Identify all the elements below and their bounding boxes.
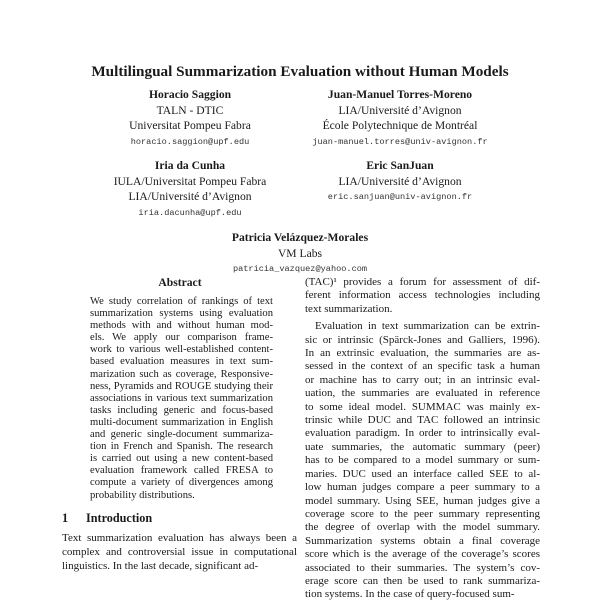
author-name: Juan-Manuel Torres-Moreno [327, 88, 473, 101]
author-affiliation: IULA/Universitat Pompeu Fabra [113, 174, 267, 188]
author-affiliation: LIA/Université d’Avignon [338, 174, 462, 188]
author-name: Iria da Cunha [154, 159, 226, 172]
text-line: associations in various text summarization [90, 392, 273, 404]
author-block-sanjuan [280, 158, 520, 205]
author-name: Horacio Saggion [148, 88, 232, 101]
text-line: erage score can then be used to rank summariza- [305, 574, 540, 587]
author-affiliation: TALN - DTIC [156, 103, 224, 117]
text-line: compute a variety of divergences among [90, 477, 273, 489]
paper-title: Multilingual Summarization Evaluation without Human Models [91, 63, 509, 80]
text-line: has to be compared to a model summary or sum- [305, 454, 540, 467]
text-line: and generic single-document summariza- [90, 429, 273, 441]
abstract-body [90, 296, 273, 502]
text-line: sessed in the context of an specific task a human [305, 360, 540, 373]
text-line: tion in French and Spanish. The research [90, 441, 273, 453]
text-line: (TAC)¹ provides a forum for assessment of dif- [305, 276, 540, 288]
text-line: low human judges compare a peer summary to a [305, 481, 540, 494]
text-line: complex and controversial issue in computational [62, 546, 297, 558]
text-line: tasks including generic and focus-based [90, 404, 273, 416]
author-affiliation: Universitat Pompeu Fabra [129, 119, 251, 133]
author-affiliation: École Polytechnique de Montréal [322, 119, 478, 133]
author-block-velazquez-morales [150, 230, 450, 277]
text-line: linguistics. In the last decade, significant ad- [62, 560, 259, 572]
author-email[interactable]: juan-manuel.torres@univ-avignon.fr [312, 137, 488, 148]
text-line: uate summaries, the automatic summary (peer) [305, 440, 540, 453]
text-line: work to various well-established content- [90, 344, 273, 356]
text-line: is carried out using a new content-based [90, 453, 273, 465]
text-line: or machine has to carry out; in an intrinsic eval- [305, 373, 540, 386]
author-name: Patricia Velázquez-Morales [231, 231, 369, 244]
text-line: based evaluation measures in text sum- [90, 356, 273, 368]
author-email[interactable]: patricia_vazquez@yahoo.com [232, 264, 368, 275]
text-line: to some ideal model. SUMMAC was mainly ex- [305, 400, 540, 413]
text-line: the degree of overlap with the model summary. [305, 521, 540, 534]
section-number: 1 [62, 511, 69, 525]
text-line: ness, Pyramids and ROUGE studying their [90, 380, 273, 392]
text-line: marization such as coverage, Responsive- [90, 368, 273, 380]
text-line: coverage score to the peer summary representing [305, 507, 540, 520]
text-line: uation, the summaries are evaluated in reference [305, 387, 540, 400]
text-line: text summarization. [305, 302, 393, 315]
abstract-heading: Abstract [158, 276, 202, 289]
author-block-torres-moreno [280, 87, 520, 150]
text-line: els. We apply our comparison frame- [90, 332, 273, 344]
author-block-da-cunha [80, 158, 300, 221]
text-line: trinsic while DUC and TAC followed an intrinsic [305, 414, 540, 427]
text-line: methods with and without human mod- [90, 320, 273, 332]
author-block-saggion [80, 87, 300, 150]
text-line: model summary. Using SEE, human judges give a [305, 494, 540, 507]
introduction-body [62, 531, 297, 573]
right-column-body [305, 276, 540, 602]
text-line: evaluation paradigm. In order to intrinsically eval- [305, 427, 540, 440]
text-line: maries. DUC used an interface called SEE to al- [305, 467, 540, 480]
text-line: evaluation framework called FRESA to [90, 465, 273, 477]
text-line: sic or intrinsic (Spärck-Jones and Galliers, 1996). [305, 333, 540, 346]
section-title: Introduction [86, 511, 153, 525]
author-email[interactable]: iria.dacunha@upf.edu [138, 208, 242, 219]
author-affiliation: LIA/Université d’Avignon [128, 190, 252, 204]
author-affiliation: VM Labs [277, 246, 323, 260]
text-line: summarization systems using evaluation [90, 308, 273, 320]
section-heading-introduction [62, 511, 152, 526]
text-line: score which is the average of the coverage’s scores [305, 548, 540, 561]
text-line: probability distributions. [90, 489, 195, 501]
author-affiliation: LIA/Université d’Avignon [338, 103, 462, 117]
text-line: multi-document summarization in English [90, 416, 273, 428]
text-line: Summarization systems obtain a final coverage [305, 534, 540, 547]
text-line: Evaluation in text summarization can be extrin- [315, 320, 540, 333]
text-line: We study correlation of rankings of text [90, 296, 273, 307]
text-line: ferent information access technologies including [305, 289, 540, 302]
text-line: tion systems. In the case of query-focused sum- [305, 588, 515, 601]
author-email[interactable]: eric.sanjuan@univ-avignon.fr [327, 192, 473, 203]
text-line: associated to their summaries. The system’s cov- [305, 561, 540, 574]
text-line: Text summarization evaluation has always been a [62, 532, 297, 544]
text-line: In an extrinsic evaluation, the summaries are as- [305, 347, 540, 360]
author-email[interactable]: horacio.saggion@upf.edu [130, 137, 250, 148]
author-name: Eric SanJuan [366, 159, 434, 172]
